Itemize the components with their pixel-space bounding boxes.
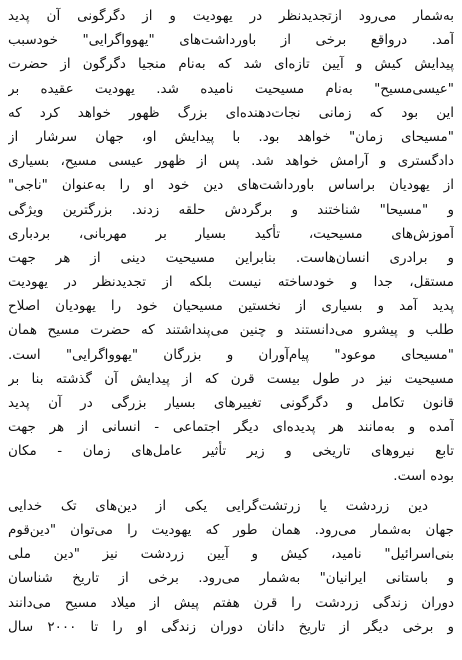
- text-line: از یهودیان براساس باورداشت‌های دین خود او را به‌عنوان "ناجی": [8, 177, 454, 194]
- text-line: بنی‌اسرائیل" نامید، کیش و آیین زردشت نیز "دین ملی: [8, 546, 454, 563]
- text-line: مسیحیت نیز در طول بیست قرن که از پیدایش آن گذشته بنا بر: [8, 370, 454, 387]
- text-line: آمده و به‌مانند هر پدیده‌ای دیگر اجتماعی - انسانی از هر جهت: [8, 419, 454, 436]
- text-line: قانون تکامل و دگرگونی تغییرهای بسیار بزرگی در آن پدید: [8, 395, 454, 411]
- text-line: تابع نیروهای تاریخی و زیر تأثیر عامل‌های زمان - مکان: [8, 443, 454, 460]
- paragraph-christianity: [8, 4, 454, 488]
- text-line: و برخی دیگر از تاریخ دانان دوران زندگی او را تا ۲۰۰۰ سال: [8, 618, 454, 635]
- paragraph-zoroastrianism: [8, 494, 454, 639]
- text-line: آمد. درواقع برخی از باورداشت‌های "یهوواگرایی" خودسبب: [8, 32, 454, 49]
- text-line: دادگستری و آرامش خواهد شد. پس از ظهور عیسی مسیح، بسیاری: [8, 153, 454, 170]
- text-line: و "مسیحا" شناختند و برگردش حلقه زدند. بزرگترین ویژگی: [8, 201, 454, 218]
- text-line: به‌شمار می‌رود ازتجدیدنظر در یهودیت و از دگرگونی آن پدید: [8, 8, 454, 24]
- text-line: "مسیحای موعود" پیام‌آوران و بزرگان "یهوواگرایی" است.: [8, 346, 454, 363]
- text-line: دین زردشت یا زرتشت‌گرایی یکی از دین‌های تک خدایی: [8, 497, 428, 514]
- text-line: دوران زندگی زردشت را قرن هفتم پیش از میلاد مسیح می‌دانند: [8, 594, 454, 611]
- text-line: و باستانی ایرانیان" به‌شمار می‌رود. برخی از تاریخ شناسان: [8, 570, 454, 587]
- text-line: "عیسی‌مسیح" به‌نام مسیحیت نامیده شد. یهودیت عقیده بر: [8, 80, 454, 97]
- text-line: مستقل، جدا و خودساخته نیست بلکه از تجدیدنظر در یهودیت: [8, 274, 454, 291]
- text-line: و برادری انسان‌هاست. بنابراین مسیحیت دینی از هر جهت: [8, 249, 454, 266]
- text-line: "مسیحای زمان" خواهد بود. با پیدایش او، جهان سرشار از: [8, 128, 454, 145]
- text-line: پیدایش کیش و آیین تازه‌ای شد که به‌نام منجیا دگرگون از حضرت: [8, 56, 454, 73]
- text-line: پدید آمد و بسیاری از نخستین مسیحیان خود را یهودیان اصلاح: [8, 298, 454, 315]
- text-line: بوده است.: [393, 467, 454, 484]
- text-line: جهان به‌شمار می‌رود. همان طور که یهودیت را می‌توان "دین‌قوم: [8, 521, 454, 538]
- text-line: طلب و پیشرو می‌دانستند و چنین می‌پنداشتند که حضرت مسیح همان: [8, 322, 454, 339]
- text-line: این بود که زمانی نجات‌دهنده‌ای بزرگ ظهور خواهد کرد که: [8, 104, 454, 121]
- text-line: آموزش‌های مسیحیت، تأکید بسیار بر مهربانی، بردباری: [8, 225, 454, 242]
